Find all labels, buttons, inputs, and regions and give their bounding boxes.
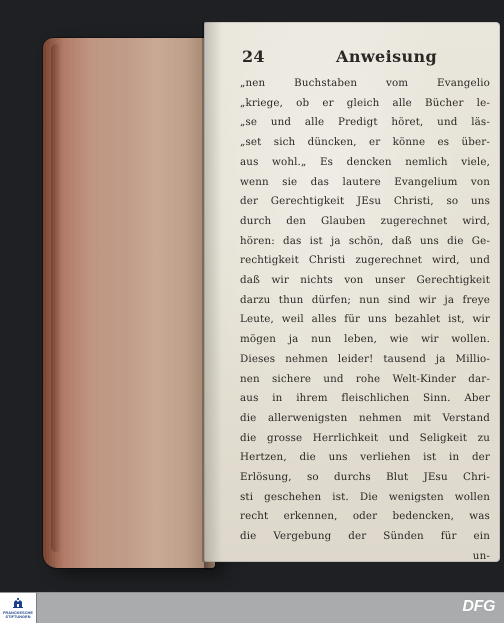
text-line: die Vergebung der Sünden für ein — [240, 530, 490, 543]
viewer-footer-bar — [0, 592, 504, 623]
text-line: der Gerechtigkeit JEsu Christi, so uns — [240, 195, 490, 208]
franckesche-stiftungen-logo[interactable] — [0, 593, 37, 623]
text-line: Leute, weil alles für uns bezahlet ist, wir — [240, 313, 490, 326]
text-line: mögen ja nun leben, wie wir wollen. — [240, 333, 490, 346]
text-line: „se und alle Predigt höret, und läs- — [240, 116, 490, 129]
text-line: daß wir nichts von unser Gerechtigkeit — [240, 274, 490, 287]
library-name: FRANCKESCHE STIFTUNGEN — [3, 610, 33, 619]
text-line: aus in ihrem fleischlichen Sinn. Aber — [240, 392, 490, 405]
text-line: sti geschehen ist. Die wenigsten wollen — [240, 490, 490, 503]
catchword: un- — [472, 549, 490, 562]
text-line: die grosse Herrlichkeit und Seligkeit zu — [240, 431, 490, 444]
text-line: „set sich düncken, er könne es über- — [240, 136, 490, 149]
text-line: durch den Glauben zugerechnet wird, — [240, 214, 490, 227]
text-line: rechtigkeit Christi zugerechnet wird, und — [240, 254, 490, 267]
text-line: recht erkennen, oder bedencken, was — [240, 510, 490, 523]
page-number: 24 — [242, 47, 265, 66]
book-page — [204, 22, 500, 562]
text-line: hören: das ist ja schön, daß uns die Ge- — [240, 234, 490, 247]
book-page-block — [43, 38, 215, 568]
text-line: wenn sie das lautere Evangelium von — [240, 175, 490, 188]
running-title: Anweisung — [336, 47, 438, 66]
text-line: Dieses nehmen leider! tausend ja Millio- — [240, 352, 490, 365]
text-line: aus wohl.„ Es dencken nemlich viele, — [240, 155, 490, 168]
library-emblem-icon — [11, 596, 25, 610]
page-header — [242, 47, 492, 69]
dfg-logo[interactable]: DFG — [462, 598, 495, 615]
text-line: „kriege, ob er gleich alle Bücher le- — [240, 96, 490, 109]
text-line: die allerwenigsten nehmen mit Verstand — [240, 411, 490, 424]
text-line: „nen Buchstaben vom Evangelio — [240, 77, 490, 89]
text-line: Hertzen, die uns verliehen ist in der — [240, 451, 490, 464]
text-line: darzu thun dürfen; nun sind wir ja freye — [240, 293, 490, 306]
page-body-text — [240, 74, 490, 562]
text-line: Erlösung, so durchs Blut JEsu Chri- — [240, 471, 490, 484]
text-line: nen sichere und rohe Welt-Kinder dar- — [240, 372, 490, 385]
